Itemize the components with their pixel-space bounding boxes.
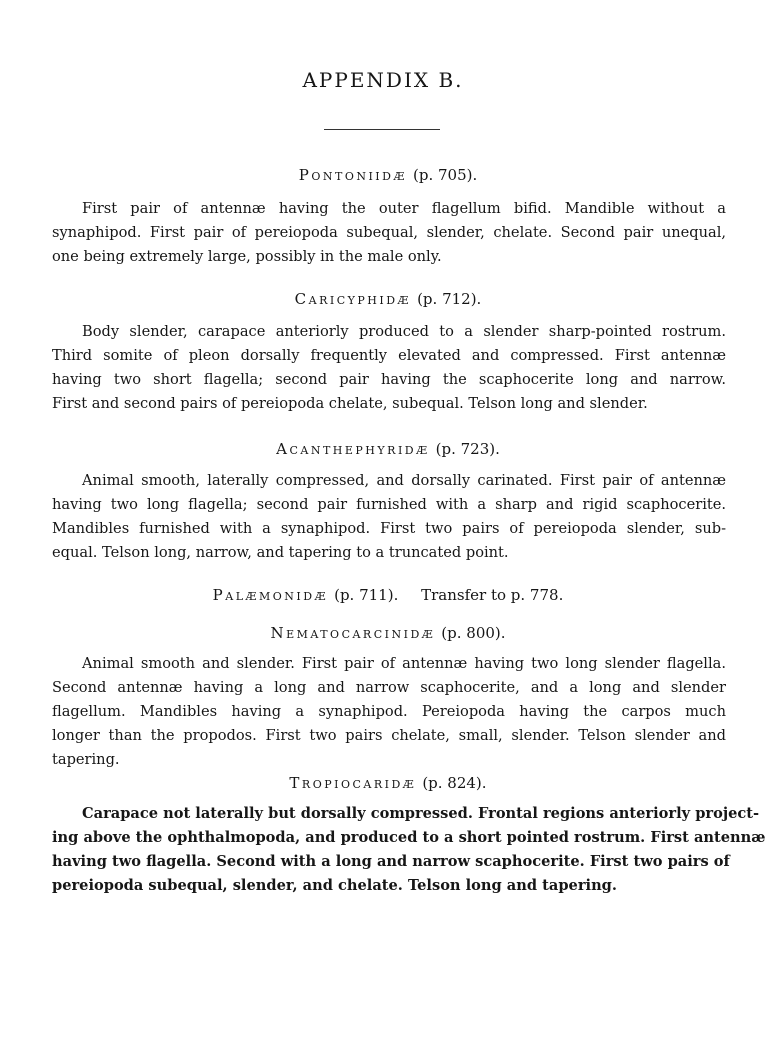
transfer-note: Transfer to p. 778. xyxy=(421,586,564,604)
page-reference: (p. 800). xyxy=(441,624,506,642)
body-line: Body slender, carapace anteriorly produced to a slender sharp-pointed rostrum. xyxy=(82,323,726,340)
body-line: Third somite of pleon dorsally frequently elevated and compressed. First antennæ xyxy=(52,347,726,364)
body-line: having two short flagella; second pair having the scaphocerite long and narrow. xyxy=(52,371,726,388)
body-line: First and second pairs of pereiopoda chelate, subequal. Telson long and slender. xyxy=(52,395,648,412)
family-name: Caricyphidæ xyxy=(294,290,412,308)
section-body-tropiocaridae xyxy=(52,802,766,898)
body-line: Carapace not laterally but dorsally compressed. Frontal regions anteriorly project- xyxy=(82,805,760,822)
body-line: pereiopoda subequal, slender, and chelate. Telson long and tapering. xyxy=(52,877,617,894)
section-body-nematocarcinidae xyxy=(52,652,726,772)
section-heading-tropiocaridae xyxy=(0,774,776,792)
page-reference: (p. 711). xyxy=(334,586,399,604)
body-line: Animal smooth and slender. First pair of antennæ having two long slender flagella. xyxy=(82,655,726,672)
section-heading-pontoniidae xyxy=(0,166,776,184)
body-line: having two long flagella; second pair furnished with a sharp and rigid scaphocerite. xyxy=(52,496,726,513)
page-reference: (p. 712). xyxy=(417,290,482,308)
family-name: Acanthephyridæ xyxy=(276,440,430,458)
section-body-acanthephyridae xyxy=(52,469,726,565)
page-reference: (p. 723). xyxy=(435,440,500,458)
body-line: Second antennæ having a long and narrow scaphocerite, and a long and slender xyxy=(52,679,726,696)
family-name: Tropiocaridæ xyxy=(289,774,417,792)
body-line: one being extremely large, possibly in the male only. xyxy=(52,248,442,265)
section-heading-palaemonidae xyxy=(0,586,776,604)
section-heading-nematocarcinidae xyxy=(0,624,776,642)
family-name: Nematocarcinidæ xyxy=(270,624,436,642)
page-reference: (p. 705). xyxy=(413,166,478,184)
body-line: Animal smooth, laterally compressed, and dorsally carinated. First pair of antennæ xyxy=(82,472,726,489)
body-line: equal. Telson long, narrow, and tapering to a truncated point. xyxy=(52,544,509,561)
page-reference: (p. 824). xyxy=(422,774,487,792)
body-line: flagellum. Mandibles having a synaphipod. Pereiopoda having the carpos much xyxy=(52,703,726,720)
page-title: APPENDIX B. xyxy=(302,68,464,92)
body-line: longer than the propodos. First two pairs chelate, small, slender. Telson slender and xyxy=(52,727,726,744)
body-line: First pair of antennæ having the outer flagellum bifid. Mandible without a xyxy=(82,200,726,217)
family-name: Palæmonidæ xyxy=(212,586,329,604)
body-line: tapering. xyxy=(52,751,120,768)
body-line: synaphipod. First pair of pereiopoda subequal, slender, chelate. Second pair unequal, xyxy=(52,224,726,241)
body-line: Mandibles furnished with a synaphipod. First two pairs of pereiopoda slender, sub- xyxy=(52,520,726,537)
section-body-caricyphidae xyxy=(52,320,726,416)
section-heading-acanthephyridae xyxy=(0,440,776,458)
title-divider xyxy=(324,129,440,130)
body-line: having two flagella. Second with a long and narrow scaphocerite. First two pairs of xyxy=(52,853,730,870)
section-body-pontoniidae xyxy=(52,197,726,269)
family-name: Pontoniidæ xyxy=(298,166,407,184)
section-heading-caricyphidae xyxy=(0,290,776,308)
body-line: ing above the ophthalmopoda, and produced to a short pointed rostrum. First antennæ xyxy=(52,829,766,846)
